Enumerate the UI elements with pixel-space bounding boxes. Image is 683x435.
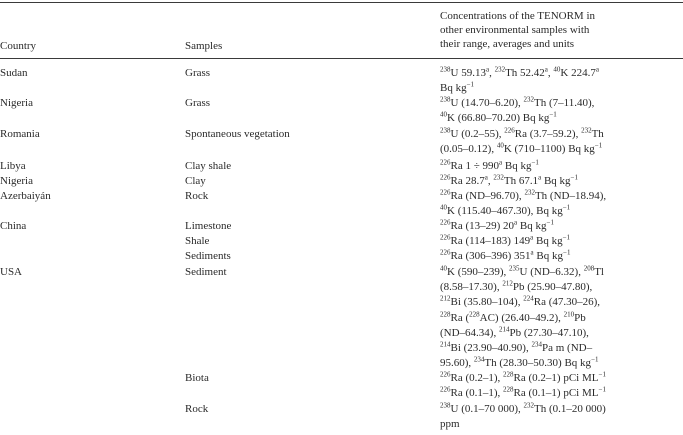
superscript: 234 <box>531 340 542 349</box>
concentration-cell <box>440 174 683 189</box>
superscript: −1 <box>562 233 571 242</box>
samples-cell <box>185 127 290 142</box>
superscript: 228 <box>503 385 514 394</box>
header-concentrations-line: their range, averages and units <box>440 38 575 50</box>
sample-name: Spontaneous vegetation <box>185 128 290 140</box>
superscript: a <box>530 233 534 242</box>
concentration-line: $^{40}$K (66.80–70.20) Bq $kg^{-1}$ <box>440 110 557 125</box>
superscript: 232 <box>524 188 535 197</box>
superscript: −1 <box>531 158 539 167</box>
samples-cell <box>185 219 231 265</box>
header-samples: Samples <box>185 40 223 52</box>
samples-cell <box>185 189 208 204</box>
concentration-line: $^{228}$Ra ($^{228}$AC) (26.40–49.2), $^{210}$Pb <box>440 309 586 324</box>
sample-name: Sediment <box>185 266 227 278</box>
concentration-line: $^{226}$Ra $1 \div 990^a$ Bq $kg^{-1}$ <box>440 158 539 172</box>
superscript: 228 <box>503 370 514 379</box>
concentration-cell <box>440 219 683 265</box>
concentration-line: $^{40}$K (590–239), $^{235}$U (ND–6.32), $^{208}$Tl <box>440 264 604 278</box>
country-cell: Sudan <box>0 67 28 79</box>
sample-name: Clay <box>185 175 206 187</box>
country-cell: Azerbaiyán <box>0 190 51 202</box>
superscript: −1 <box>562 203 571 212</box>
concentration-line: $^{238}$U 59.13$^a$, $^{232}$Th 52.42$^a$, $^{40}$K 224.7$^a$ <box>440 65 599 79</box>
concentration-line: $^{238}$U (0.1–70 000), $^{232}$Th (0.1–20 000) <box>440 401 606 415</box>
concentration-line: $^{226}$Ra (114–183) 149$^a$ Bq $kg^{-1}$ <box>440 233 571 248</box>
superscript: −1 <box>594 141 603 150</box>
superscript: −1 <box>598 385 606 394</box>
sample-name: Sediments <box>185 250 231 263</box>
superscript: a <box>538 173 542 182</box>
superscript: 214 <box>440 340 451 349</box>
concentration-line: $^{40}$K (115.40–467.30), Bq $kg^{-1}$ <box>440 203 571 218</box>
concentration-line: $^{226}$Ra (13–29) 20$^a$ Bq $kg^{-1}$ <box>440 218 554 232</box>
superscript: 210 <box>563 309 575 318</box>
header-concentrations-line: Concentrations of the TENORM in <box>440 10 595 22</box>
superscript: 228 <box>440 309 451 318</box>
superscript: 224 <box>523 294 534 303</box>
superscript: −1 <box>466 80 475 89</box>
sample-name: Shale <box>185 235 210 248</box>
concentration-line: $^{212}$Bi (35.80–104), $^{224}$Ra (47.30–26), <box>440 294 601 309</box>
superscript: a <box>484 173 488 182</box>
header-bottom-rule <box>0 58 683 59</box>
superscript: 214 <box>498 325 510 334</box>
sample-name: Limestone <box>185 220 232 232</box>
concentration-line: $^{214}$Bi (23.90–40.90), $^{234}$Pa m (ND– <box>440 340 593 355</box>
superscript: 232 <box>493 173 504 182</box>
superscript: −1 <box>563 248 571 257</box>
superscript: 226 <box>440 385 451 394</box>
superscript: 232 <box>581 126 592 135</box>
concentration-cell <box>440 371 683 401</box>
superscript: 238 <box>440 126 451 135</box>
sample-name: Clay shale <box>185 160 232 172</box>
samples-cell <box>185 96 210 111</box>
country-cell: Libya <box>0 160 26 172</box>
superscript: 238 <box>440 95 451 104</box>
samples-cell <box>185 402 208 417</box>
superscript: 226 <box>440 188 451 197</box>
superscript: 235 <box>509 264 520 273</box>
superscript: 232 <box>523 401 535 410</box>
country-cell: Nigeria <box>0 175 33 187</box>
superscript: 212 <box>440 294 451 303</box>
superscript: 226 <box>440 218 451 227</box>
superscript: a <box>485 65 490 74</box>
superscript: 40 <box>553 65 561 74</box>
superscript: 226 <box>440 248 451 257</box>
superscript: 232 <box>523 95 535 104</box>
concentration-line: Bq $kg^{-1}$ <box>440 80 475 95</box>
concentration-cell <box>440 127 683 157</box>
sample-name: Rock <box>185 190 209 202</box>
concentration-cell <box>440 189 683 219</box>
superscript: −1 <box>570 173 578 182</box>
country-cell: Romania <box>0 128 40 140</box>
concentration-line: $^{238}$U (14.70–6.20), $^{232}$Th (7–11.40), <box>440 95 595 109</box>
superscript: 238 <box>440 65 451 74</box>
superscript: −1 <box>598 370 606 379</box>
country-cell: USA <box>0 266 23 278</box>
header-country: Country <box>0 40 37 52</box>
sample-name: Rock <box>185 403 209 415</box>
superscript: 226 <box>440 233 451 242</box>
concentration-line: ppm <box>440 418 460 431</box>
concentration-line: (8.58–17.30), $^{212}$Pb (25.90–47.80), <box>440 279 593 294</box>
superscript: 226 <box>440 370 451 379</box>
superscript: 226 <box>504 126 515 135</box>
superscript: a <box>514 218 518 227</box>
table-top-rule <box>0 2 683 3</box>
superscript: a <box>595 65 599 74</box>
superscript: 40 <box>440 203 447 212</box>
superscript: 40 <box>440 264 447 273</box>
superscript: a <box>544 65 548 74</box>
header-concentrations-line: other environmental samples with <box>440 24 590 36</box>
header-concentrations <box>440 9 595 51</box>
superscript: a <box>530 248 534 257</box>
samples-cell <box>185 174 206 189</box>
sample-name: Biota <box>185 372 209 384</box>
superscript: 208 <box>583 264 595 273</box>
superscript: −1 <box>549 110 557 119</box>
concentration-line: $^{226}$Ra (0.2–1), $^{228}$Ra (0.2–1) pCi $ML^{-1}$ <box>440 370 606 384</box>
concentration-line: (0.05–0.12), $^{40}$K (710–1100) Bq $kg^{-1}$ <box>440 141 603 156</box>
concentration-line: $^{226}$Ra (0.1–1), $^{228}$Ra (0.1–1) pCi $ML^{-1}$ <box>440 385 606 400</box>
superscript: 212 <box>502 279 513 288</box>
superscript: −1 <box>591 355 599 364</box>
superscript: 238 <box>440 401 451 410</box>
superscript: 234 <box>473 355 485 364</box>
superscript: 40 <box>440 110 447 119</box>
superscript: 226 <box>440 158 451 167</box>
concentration-line: $^{226}$Ra (306–396) 351$^a$ Bq $kg^{-1}$ <box>440 248 571 263</box>
samples-cell <box>185 159 231 174</box>
sample-name: Grass <box>185 97 211 109</box>
superscript: −1 <box>546 218 554 227</box>
concentration-cell <box>440 66 683 96</box>
concentration-line: $^{226}$Ra (ND–96.70), $^{232}$Th (ND–18.94), <box>440 188 607 202</box>
superscript: 226 <box>440 173 451 182</box>
concentration-cell <box>440 402 683 432</box>
concentration-cell <box>440 96 683 126</box>
superscript: 232 <box>494 65 506 74</box>
country-cell: Nigeria <box>0 97 33 109</box>
superscript: 228 <box>469 309 480 318</box>
concentration-line: $^{226}$Ra 28.7$^a$, $^{232}$Th 67.1$^a$ Bq $kg^{-1}$ <box>440 173 578 187</box>
samples-cell <box>185 371 209 386</box>
sample-name: Grass <box>185 67 211 79</box>
samples-cell <box>185 66 210 81</box>
concentration-line: 95.60), $^{234}$Th (28.30–50.30) Bq $kg^{-1}$ <box>440 355 599 370</box>
superscript: 40 <box>496 141 504 150</box>
samples-cell <box>185 265 227 280</box>
concentration-cell <box>440 159 683 174</box>
superscript: a <box>499 158 503 167</box>
concentration-line: (ND–64.34), $^{214}$Pb (27.30–47.10), <box>440 325 589 339</box>
country-cell: China <box>0 220 27 232</box>
concentration-line: $^{238}$U (0.2–55), $^{226}$Ra (3.7–59.2), $^{232}$Th <box>440 126 604 140</box>
concentration-cell <box>440 265 683 371</box>
